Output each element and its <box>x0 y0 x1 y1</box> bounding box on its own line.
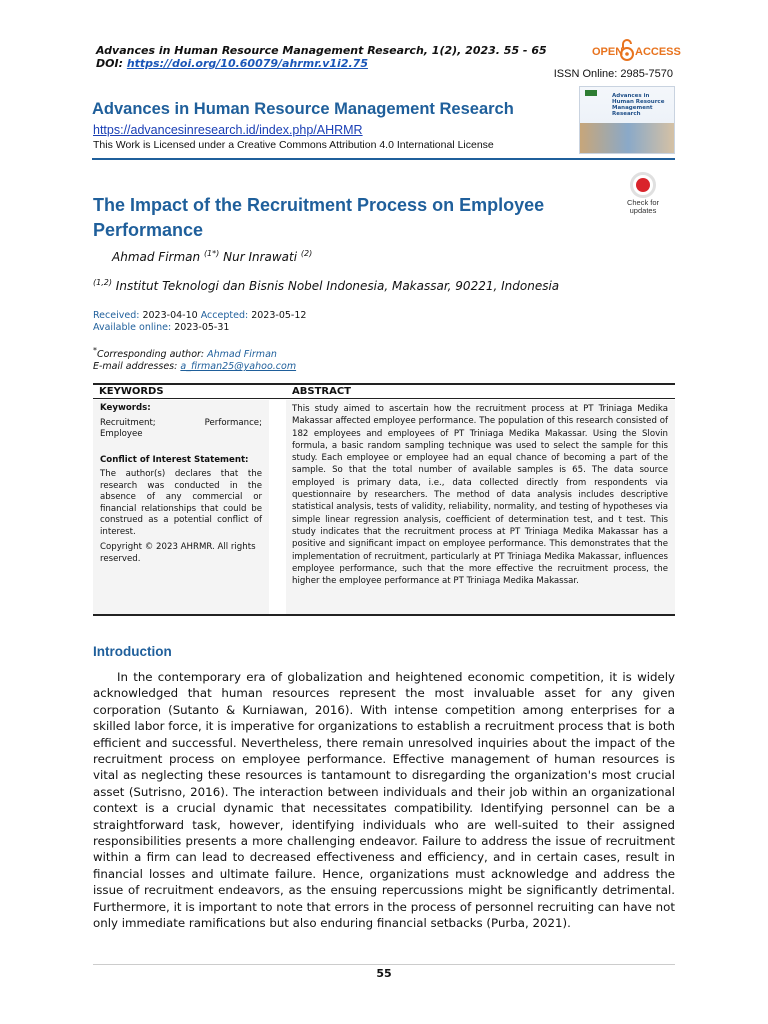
page-number: 55 <box>376 967 392 980</box>
abstract-header: ABSTRACT <box>292 386 351 397</box>
cover-photo-strip <box>580 123 675 154</box>
author-affil-marker: (1*) <box>203 249 220 258</box>
accepted-date: 2023-05-12 <box>251 310 307 321</box>
keywords-cell <box>100 403 262 565</box>
bookmark-icon <box>630 172 656 198</box>
correspondence <box>93 345 296 373</box>
corresponding-marker: * <box>93 346 97 355</box>
copyright-text: Copyright © 2023 AHRMR. All rights reserved. <box>100 542 256 564</box>
abstract-text: This study aimed to ascertain how the recruitment process at PT Triniaga Medika Makassar affected employee performance. The population of this research consisted of 182 employees and employees of PT Triniaga Medika Makassar. Using the Slovin formula, a basic random sampling technique was used to select the sample for this study. Each employee or employee had an equal chance of becoming a part of the sample. So that the total number of available samples is 65. The data source employed is primary data, i.e., data collected directly from respondents via questionnaire by researchers. The method of data analysis includes descriptive statistical analysis, tests of validity, reliability, normality, and testing of hypotheses via simple linear regression analysis, coefficient of determination test, and t test. This study indicates that the recruitment process at PT Triniaga Medika Makassar has a positive and significant impact on employee performance. This demonstrates that the implementation of recruitment, particularly at PT Triniaga Medika Makassar, influences employee performance, such that the more effective the recruitment process, the higher the employee performance at PT Triniaga Medika Makassar. <box>292 404 668 587</box>
issn: ISSN Online: 2985-7570 <box>553 68 673 80</box>
open-lock-icon <box>620 38 634 62</box>
header-divider <box>92 158 675 160</box>
keywords-label: Keywords: <box>100 403 151 413</box>
journal-url-link[interactable]: https://advancesinresearch.id/index.php/AHRMR <box>93 123 363 137</box>
doi-label: DOI: <box>96 57 123 70</box>
article-dates <box>93 310 306 334</box>
keyword: Employee <box>100 429 143 439</box>
running-header-doi <box>96 57 368 70</box>
corresponding-label: Corresponding author: <box>96 349 205 361</box>
check-updates-label: Check for updates <box>626 198 660 215</box>
online-label: Available online: <box>93 322 172 333</box>
corresponding-name: Ahmad Firman <box>207 349 277 361</box>
running-header-journal: Advances in Human Resource Management Research, 1(2), 2023. 55 - 65 <box>96 44 547 57</box>
email-link[interactable]: a_firman25@yahoo.com <box>180 361 297 373</box>
conflict-text: The author(s) declares that the research was conducted in the absence of any commercial or financial relationships that could be construed as a potential conflict of interest. <box>100 469 262 537</box>
affiliation <box>93 278 559 293</box>
email-label: E-mail addresses: <box>93 361 178 373</box>
author-affil-marker: (2) <box>300 249 313 258</box>
cover-title: Advances in Human Resource Management Research <box>612 93 665 117</box>
keyword: Performance; <box>204 417 262 428</box>
open-access-right-text: ACCESS <box>635 46 681 58</box>
open-access-left-text: OPEN <box>592 46 624 58</box>
keywords-abstract-table <box>93 383 675 616</box>
affiliation-marker: (1,2) <box>93 278 112 287</box>
section-heading-introduction: Introduction <box>93 644 172 659</box>
author-list <box>112 249 312 264</box>
footer-divider <box>93 964 675 965</box>
doi-link[interactable]: https://doi.org/10.60079/ahrmr.v1i2.75 <box>126 57 368 70</box>
table-bottom-rule <box>93 614 675 616</box>
article-title: The Impact of the Recruitment Process on Employee Performance <box>93 195 545 240</box>
table-header-rule <box>93 398 675 399</box>
received-date: 2023-04-10 <box>142 310 198 321</box>
cover-logo-icon <box>585 90 597 96</box>
accepted-label: Accepted: <box>200 310 249 321</box>
introduction-paragraph: In the contemporary era of globalization and heightened economic competition, it is widely acknowledged that human resources represent the most invaluable asset for any given corporation (Sutanto & Kurniawan, 2016). With intense competition among enterprises for a skilled labor force, it is imperative for organizations to establish a recruitment process that is both efficient and successful. Nevertheless, there remain unresolved inquiries about the impact of the recruitment process on employee performance. Effective management of human resources is vital as neglecting these resources is tantamount to disregarding the organization's most crucial asset (Sutrisno, 2016). The interaction between individuals and their job within an organizational context is a crucial dynamic that necessitates compatibility. Identifying personnel can be a straightforward task, however, identifying individuals who are well-suited to their assigned responsibilities presents a more challenging endeavor. Failure to address the issue of recruitment within a firm can lead to decreased effectiveness and efficiency, and in certain cases, result in financial losses and ultimate failure. Hence, organizations must acknowledge and address the issue of recruitment endeavors, as the ensuing repercussions might be significantly detrimental. Furthermore, it is important to note that errors in the process of personnel recruiting can have not only immediate ramifications but also enduring financial setbacks (Purba, 2021). <box>93 670 675 931</box>
keywords-header: KEYWORDS <box>99 386 164 397</box>
online-date: 2023-05-31 <box>174 322 230 333</box>
received-label: Received: <box>93 310 140 321</box>
conflict-label: Conflict of Interest Statement: <box>100 454 249 465</box>
table-top-rule <box>93 383 675 385</box>
affiliation-text: Institut Teknologi dan Bisnis Nobel Indonesia, Makassar, 90221, Indonesia <box>115 279 560 293</box>
open-access-logo <box>592 38 681 64</box>
author-name: Nur Inrawati <box>223 250 298 264</box>
keyword: Recruitment; <box>100 417 156 428</box>
author-name: Ahmad Firman <box>112 250 201 264</box>
journal-name: Advances in Human Resource Management Research <box>92 100 514 118</box>
journal-cover-image <box>579 86 675 154</box>
license-statement: This Work is Licensed under a Creative Commons Attribution 4.0 International License <box>93 139 494 151</box>
check-for-updates-badge[interactable] <box>620 172 666 216</box>
